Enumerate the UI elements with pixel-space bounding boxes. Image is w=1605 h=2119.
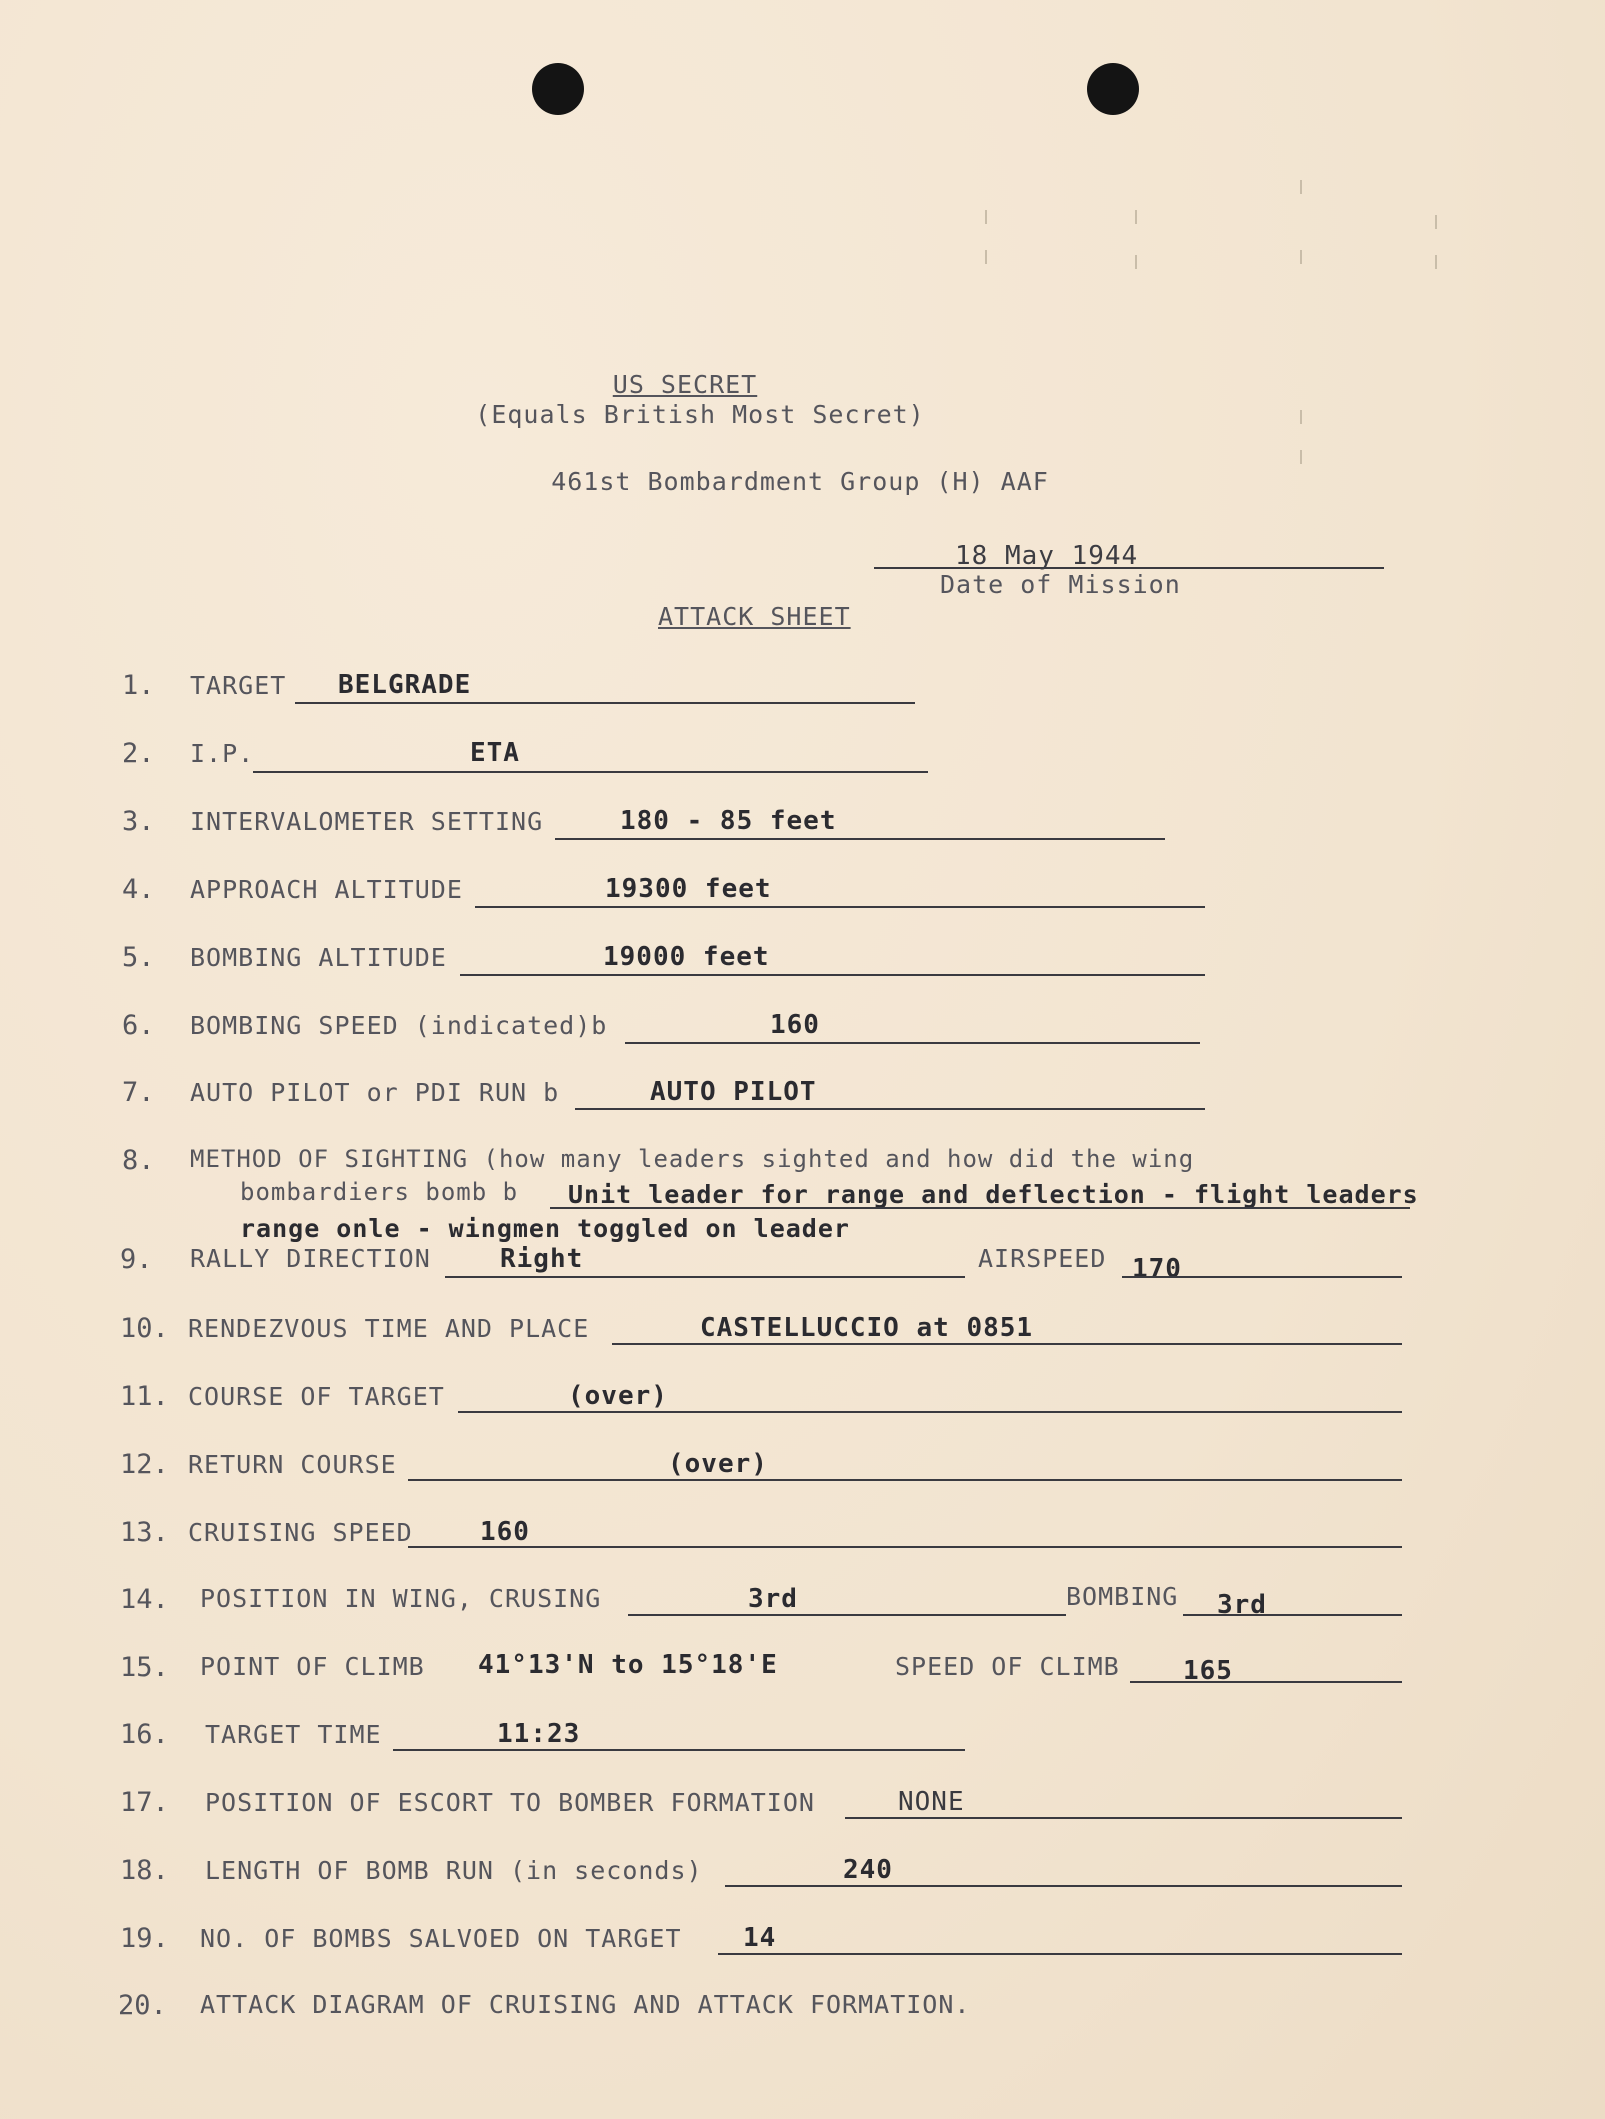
bleed-mark — [1300, 180, 1302, 194]
item-number: 12. — [120, 1449, 169, 1480]
bleed-mark — [985, 250, 987, 264]
item-value-target: BELGRADE — [338, 670, 472, 700]
item-number: 20. — [118, 1990, 167, 2021]
punch-hole-left — [532, 63, 584, 115]
mission-date-line — [874, 567, 1384, 569]
item-number: 19. — [120, 1923, 169, 1954]
item-value-course-of-target: (over) — [568, 1381, 668, 1411]
item-line — [612, 1343, 1402, 1345]
item-label-target-time: TARGET TIME — [205, 1720, 382, 1749]
item-line — [845, 1817, 1402, 1819]
item-number: 5. — [122, 942, 155, 973]
item-line — [253, 771, 928, 773]
item-number: 4. — [122, 874, 155, 905]
item-label-bombing-position: BOMBING — [1066, 1582, 1179, 1611]
mission-date-label: Date of Mission — [940, 570, 1181, 599]
item-value-bombing-position: 3rd — [1217, 1590, 1267, 1620]
item-value-rendezvous: CASTELLUCCIO at 0851 — [700, 1313, 1034, 1343]
item-value-speed-of-climb: 165 — [1183, 1656, 1233, 1686]
punch-hole-right — [1087, 63, 1139, 115]
item-label-method-of-sighting: METHOD OF SIGHTING (how many leaders sighted and how did the wing — [190, 1145, 1195, 1173]
item-value-ip: ETA — [470, 738, 520, 768]
item-value-bombs-salvoed: 14 — [743, 1923, 777, 1953]
bleed-mark — [1435, 255, 1437, 269]
item-number: 8. — [122, 1145, 155, 1176]
item-line — [408, 1546, 1402, 1548]
item-value-return-course: (over) — [668, 1449, 768, 1479]
item-label-rendezvous: RENDEZVOUS TIME AND PLACE — [188, 1314, 590, 1343]
item-line — [458, 1411, 1402, 1413]
item-number: 7. — [122, 1077, 155, 1108]
sheet-title: ATTACK SHEET — [658, 602, 851, 631]
item-line — [628, 1614, 1066, 1616]
item-number: 13. — [120, 1517, 169, 1548]
bleed-mark — [1435, 215, 1437, 229]
classification-equivalent: (Equals British Most Secret) — [475, 400, 925, 429]
item-line — [555, 838, 1165, 840]
item-value-position-in-wing: 3rd — [748, 1584, 798, 1614]
item-line — [1183, 1614, 1402, 1616]
item-line — [295, 702, 915, 704]
item-line — [1122, 1276, 1402, 1278]
item-value-rally-direction: Right — [500, 1244, 584, 1274]
item-line — [575, 1108, 1205, 1110]
bleed-mark — [1135, 210, 1137, 224]
item-label-bombing-speed: BOMBING SPEED (indicated)b — [190, 1011, 608, 1040]
item-line — [550, 1207, 1410, 1209]
item-label-attack-diagram: ATTACK DIAGRAM OF CRUISING AND ATTACK FORMATION. — [200, 1990, 971, 2019]
item-value-bombing-altitude: 19000 feet — [603, 942, 770, 972]
item-label-bombs-salvoed: NO. OF BOMBS SALVOED ON TARGET — [200, 1924, 682, 1953]
item-label-target: TARGET — [190, 671, 287, 700]
item-label-airspeed: AIRSPEED — [978, 1244, 1107, 1273]
item-value-position-of-escort: NONE — [898, 1787, 965, 1817]
item-number: 9. — [120, 1244, 153, 1275]
item-value-target-time: 11:23 — [497, 1719, 581, 1749]
item-number: 15. — [120, 1652, 169, 1683]
item-label-ip: I.P. — [190, 739, 255, 768]
item-number: 11. — [120, 1381, 169, 1412]
item-value-airspeed: 170 — [1132, 1254, 1182, 1284]
item-number: 2. — [122, 738, 155, 769]
item-label-course-of-target: COURSE OF TARGET — [188, 1382, 445, 1411]
item-line — [475, 906, 1205, 908]
item-value-method-of-sighting-2: range onle - wingmen toggled on leader — [240, 1214, 850, 1243]
item-label-intervalometer: INTERVALOMETER SETTING — [190, 807, 544, 836]
item-label-return-course: RETURN COURSE — [188, 1450, 397, 1479]
bleed-mark — [1300, 410, 1302, 424]
item-line — [408, 1479, 1402, 1481]
bleed-mark — [985, 210, 987, 224]
item-value-bomb-run-length: 240 — [843, 1855, 893, 1885]
item-line — [625, 1042, 1200, 1044]
item-label-approach-altitude: APPROACH ALTITUDE — [190, 875, 463, 904]
bleed-mark — [1300, 250, 1302, 264]
item-number: 1. — [122, 670, 155, 701]
item-label-rally-direction: RALLY DIRECTION — [190, 1244, 431, 1273]
item-number: 17. — [120, 1787, 169, 1818]
item-value-approach-altitude: 19300 feet — [605, 874, 772, 904]
item-line — [725, 1885, 1402, 1887]
mission-date: 18 May 1944 — [955, 541, 1139, 571]
item-label-point-of-climb: POINT OF CLIMB — [200, 1652, 425, 1681]
bleed-mark — [1300, 450, 1302, 464]
item-line — [1130, 1681, 1402, 1683]
item-value-auto-pilot: AUTO PILOT — [650, 1077, 817, 1107]
item-line — [718, 1953, 1402, 1955]
unit-name: 461st Bombardment Group (H) AAF — [551, 467, 1049, 496]
classification-heading: US SECRET — [612, 370, 758, 399]
item-number: 14. — [120, 1584, 169, 1615]
item-value-method-of-sighting: Unit leader for range and deflection - flight leaders — [568, 1180, 1419, 1209]
item-value-bombing-speed: 160 — [770, 1010, 820, 1040]
item-label-auto-pilot: AUTO PILOT or PDI RUN b — [190, 1078, 560, 1107]
item-number: 6. — [122, 1010, 155, 1041]
item-value-intervalometer: 180 - 85 feet — [620, 806, 837, 836]
item-line — [393, 1749, 965, 1751]
bleed-mark — [1135, 255, 1137, 269]
item-label-position-in-wing: POSITION IN WING, CRUSING — [200, 1584, 602, 1613]
item-line — [460, 974, 1205, 976]
item-number: 10. — [120, 1313, 169, 1344]
item-number: 3. — [122, 806, 155, 837]
item-line — [445, 1276, 965, 1278]
item-value-cruising-speed: 160 — [480, 1517, 530, 1547]
item-value-point-of-climb: 41°13'N to 15°18'E — [478, 1650, 778, 1680]
item-label-bombing-altitude: BOMBING ALTITUDE — [190, 943, 447, 972]
item-label-cruising-speed: CRUISING SPEED — [188, 1518, 413, 1547]
item-number: 16. — [120, 1719, 169, 1750]
item-label-speed-of-climb: SPEED OF CLIMB — [895, 1652, 1120, 1681]
item-label-bomb-run-length: LENGTH OF BOMB RUN (in seconds) — [205, 1856, 703, 1885]
item-label-position-of-escort: POSITION OF ESCORT TO BOMBER FORMATION — [205, 1788, 815, 1817]
item-number: 18. — [120, 1855, 169, 1886]
item-label-method-of-sighting-2: bombardiers bomb b — [240, 1178, 519, 1206]
